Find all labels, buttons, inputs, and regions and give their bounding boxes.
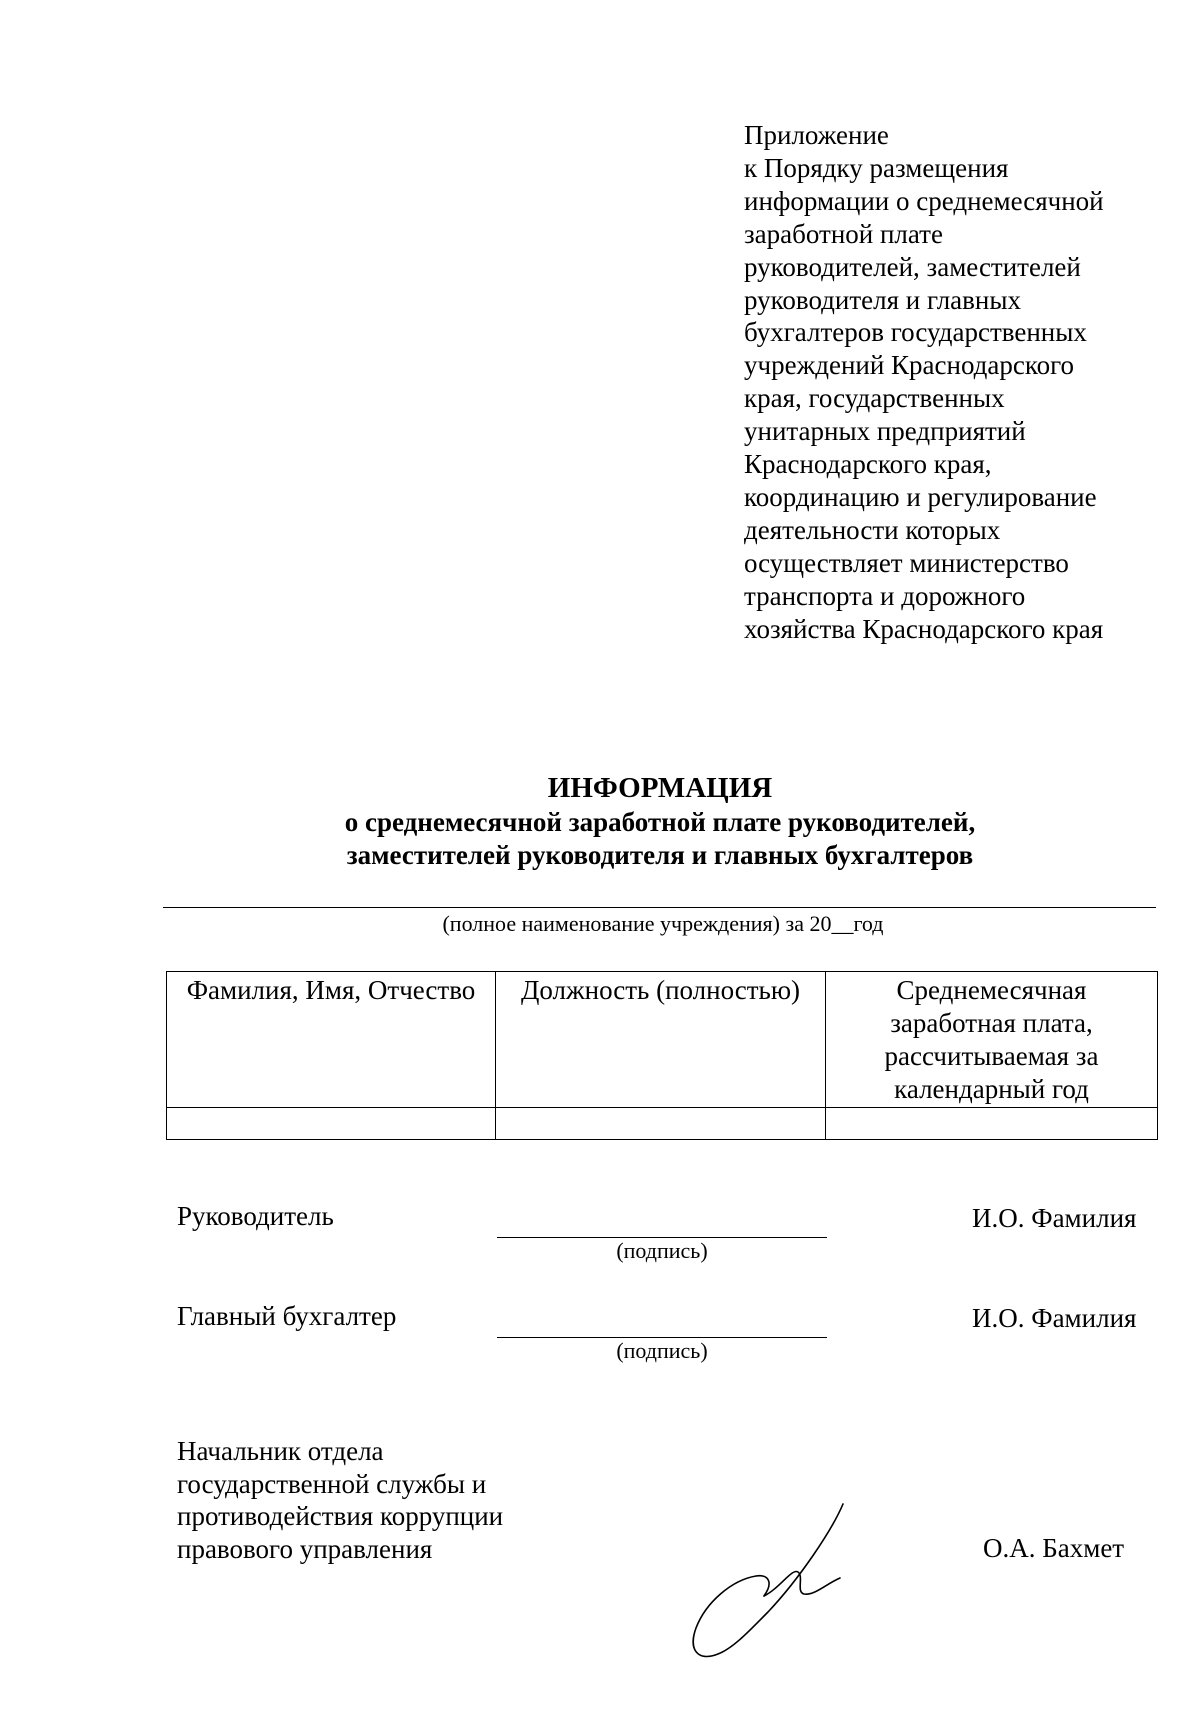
document-title <box>160 770 1160 872</box>
approver-position-line: правового управления <box>177 1533 433 1564</box>
director-name: И.О. Фамилия <box>972 1203 1137 1233</box>
title-line-2: заместителей руководителя и главных бухгалтеров <box>346 840 974 870</box>
header-average-salary <box>826 972 1158 1108</box>
header-average-salary-line: Среднемесячная <box>896 975 1087 1005</box>
header-position: Должность (полностью) <box>496 972 826 1108</box>
approver-position <box>177 1435 503 1565</box>
appendix-line: бухгалтеров государственных <box>744 317 1087 348</box>
appendix-line: транспорта и дорожного <box>744 580 1026 611</box>
appendix-line: учреждений Краснодарского <box>744 350 1075 381</box>
table-row <box>167 1108 1158 1140</box>
approver-position-line: государственной службы и <box>177 1468 487 1499</box>
approver-position-line: противодействия коррупции <box>177 1501 504 1531</box>
appendix-line: Приложение <box>744 120 889 150</box>
appendix-line: заработной плате <box>744 218 943 249</box>
approver-position-line: Начальник отдела <box>177 1436 384 1466</box>
header-average-salary-line: календарный год <box>894 1074 1089 1104</box>
table-header-row <box>167 972 1158 1108</box>
accountant-name: И.О. Фамилия <box>972 1303 1137 1333</box>
appendix-line: к Порядку размещения <box>744 152 1009 183</box>
table-cell-position <box>496 1108 826 1140</box>
handwritten-signature <box>680 1500 860 1670</box>
director-signature-caption: (подпись) <box>616 1238 708 1263</box>
header-average-salary-line: рассчитываемая за <box>884 1041 1099 1071</box>
institution-name-line <box>163 907 1156 908</box>
table-cell-average-salary <box>826 1108 1158 1140</box>
appendix-line: координацию и регулирование <box>744 481 1097 512</box>
accountant-signature-caption: (подпись) <box>616 1338 708 1363</box>
director-label: Руководитель <box>177 1201 334 1231</box>
appendix-line: Краснодарского края, <box>744 449 992 480</box>
appendix-line: руководителей, заместителей <box>744 251 1081 282</box>
table-cell-full-name <box>167 1108 496 1140</box>
appendix-note <box>744 119 1184 646</box>
appendix-line: деятельности которых <box>744 514 1001 545</box>
appendix-line: информации о среднемесячной <box>744 185 1104 216</box>
salary-table <box>166 971 1158 1140</box>
appendix-line: осуществляет министерство <box>744 547 1069 578</box>
header-average-salary-line: заработная плата, <box>890 1008 1093 1038</box>
institution-name-caption: (полное наименование учреждения) за 20__год <box>442 911 884 936</box>
title-main: ИНФОРМАЦИЯ <box>547 772 773 804</box>
title-line-1: о среднемесячной заработной плате руководителей, <box>344 807 976 837</box>
approver-name: О.А. Бахмет <box>983 1533 1125 1563</box>
appendix-line: руководителя и главных <box>744 284 1021 315</box>
appendix-line: края, государственных <box>744 383 1005 414</box>
appendix-line: унитарных предприятий <box>744 416 1026 447</box>
header-full-name: Фамилия, Имя, Отчество <box>167 972 496 1108</box>
appendix-line: хозяйства Краснодарского края <box>744 613 1104 644</box>
accountant-label: Главный бухгалтер <box>177 1301 397 1331</box>
